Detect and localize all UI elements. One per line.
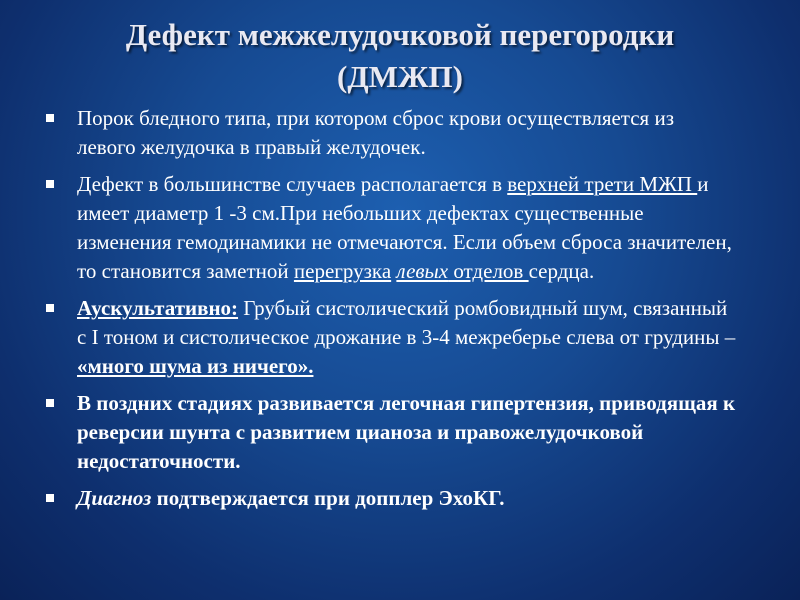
bullet-3-text: Грубый систолический ромбовидный шум, связанный с I тоном и систолическое дрожание в 3-4 межреберье слева от грудины – (77, 296, 736, 349)
bullet-2-text-a: Дефект в большинстве случаев располагается в (77, 172, 508, 196)
square-bullet-icon (46, 114, 54, 122)
bullet-2-underline-b: перегрузка (293, 259, 392, 283)
bullet-2-underline-c-rest: отделов (448, 259, 529, 283)
bullet-item-3 (46, 294, 736, 381)
square-bullet-icon (46, 399, 54, 407)
square-bullet-icon (46, 494, 54, 502)
bullet-2-text-c: сердца. (528, 259, 595, 283)
bullet-2-underline-c (396, 259, 528, 283)
bullet-2-underline-a: верхней трети МЖП (507, 172, 698, 196)
bullet-item-5 (46, 484, 736, 513)
bullet-2-italic: левых (396, 259, 449, 283)
bullet-1-text: Порок бледного типа, при котором сброс крови осуществляется из левого желудочка в правый желудочек. (77, 106, 675, 159)
square-bullet-icon (46, 304, 54, 312)
bullet-4-text: В поздних стадиях развивается легочная гипертензия, приводящая к реверсии шунта с развитием цианоза и правожелудочковой недостаточности. (77, 391, 736, 473)
title-line-2: (ДМЖП) (337, 59, 463, 94)
slide-title (40, 14, 760, 98)
square-bullet-icon (46, 180, 54, 188)
bullet-2-text-b: и имеет диаметр 1 -3 см.При небольших дефектах существенные изменения гемодинамики не отмечаются. Если объем сброса значителен, то становится заметной (77, 172, 732, 283)
title-line-1: Дефект межжелудочковой перегородки (125, 17, 675, 52)
bullet-item-2 (46, 170, 736, 286)
bullet-5-text (77, 486, 504, 510)
bullet-item-1 (46, 104, 736, 162)
bullet-3-bold-quote: «много шума из ничего». (77, 354, 314, 378)
bullet-3-bold-label: Аускультативно: (77, 296, 239, 320)
bullet-item-4 (46, 389, 736, 476)
bullet-5-italic: Диагноз (77, 486, 152, 510)
bullet-5-rest: подтверждается при допплер ЭхоКГ. (151, 486, 505, 510)
bullet-list (46, 104, 736, 521)
